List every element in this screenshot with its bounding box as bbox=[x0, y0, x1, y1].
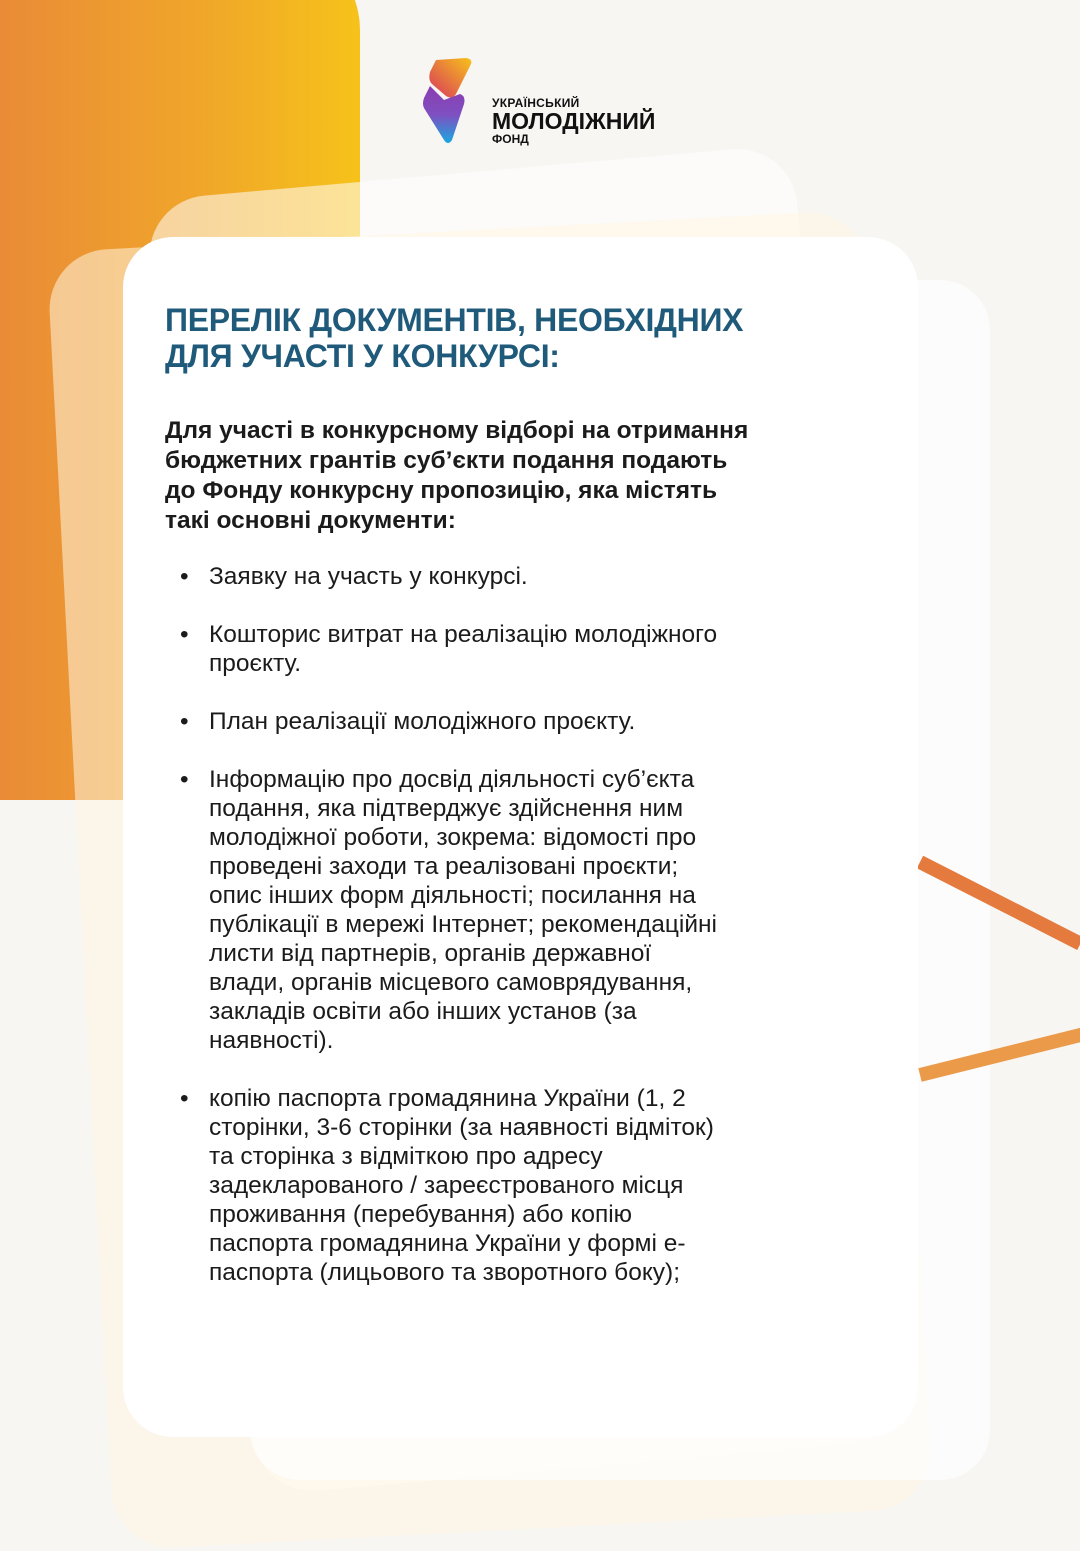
list-item-line: та сторінка з відміткою про адресу bbox=[209, 1143, 603, 1170]
list-item-line: • План реалізації молодіжного проєкту. bbox=[209, 708, 636, 735]
list-item-line: закладів освіти або інших установ (за bbox=[209, 998, 637, 1025]
list-item-line: влади, органів місцевого самоврядування, bbox=[209, 969, 693, 996]
list-item-line: задекларованого / зареєстрованого місця bbox=[209, 1172, 684, 1199]
list-item-line: • Заявку на участь у конкурсі. bbox=[209, 563, 528, 590]
intro-line: бюджетних грантів суб’єкти подання подають bbox=[165, 447, 728, 474]
list-item-line: молодіжної роботи, зокрема: відомості про bbox=[209, 824, 697, 851]
logo-icon bbox=[422, 56, 492, 148]
list-item-line: сторінки, 3-6 сторінки (за наявності відміток) bbox=[209, 1114, 714, 1141]
intro-line: до Фонду конкурсну пропозицію, яка містять bbox=[165, 477, 718, 504]
page-title bbox=[165, 302, 743, 374]
title-line: ПЕРЕЛІК ДОКУМЕНТІВ, НЕОБХІДНИХ bbox=[165, 302, 744, 338]
list-item-line: публікації в мережі Інтернет; рекомендаційні bbox=[209, 911, 717, 938]
list-item-line: • копію паспорта громадянина України (1, 2 bbox=[209, 1085, 686, 1112]
list-item-line: подання, яка підтверджує здійснення ним bbox=[209, 795, 684, 822]
document-list bbox=[180, 562, 717, 1316]
logo-line: УКРАЇНСЬКИЙ bbox=[492, 96, 580, 110]
logo-wordmark bbox=[492, 96, 655, 146]
list-item-line: • Інформацію про досвід діяльності суб’єкта bbox=[209, 766, 695, 793]
list-item bbox=[180, 562, 717, 591]
list-item bbox=[180, 620, 717, 678]
list-item-line: листи від партнерів, органів державної bbox=[209, 940, 652, 967]
list-item-line: проєкту. bbox=[209, 650, 302, 677]
list-item-line: паспорта громадянина України у формі е- bbox=[209, 1230, 686, 1257]
intro-line: такі основні документи: bbox=[165, 507, 456, 534]
list-item-line: • Кошторис витрат на реалізацію молодіжного bbox=[209, 621, 718, 648]
list-item bbox=[180, 707, 717, 736]
logo-line: МОЛОДІЖНИЙ bbox=[492, 108, 656, 134]
intro-paragraph bbox=[165, 416, 748, 536]
logo bbox=[422, 56, 662, 148]
list-item-line: паспорта (лицьового та зворотного боку); bbox=[209, 1259, 681, 1286]
list-item bbox=[180, 765, 717, 1055]
list-item-line: наявності). bbox=[209, 1027, 334, 1054]
list-item-line: опис інших форм діяльності; посилання на bbox=[209, 882, 696, 909]
intro-line: Для участі в конкурсному відборі на отримання bbox=[165, 417, 749, 444]
list-item-line: проживання (перебування) або копію bbox=[209, 1201, 633, 1228]
list-item bbox=[180, 1084, 717, 1287]
title-line: ДЛЯ УЧАСТІ У КОНКУРСІ: bbox=[165, 338, 560, 374]
logo-line: ФОНД bbox=[492, 132, 529, 146]
list-item-line: проведені заходи та реалізовані проєкти; bbox=[209, 853, 679, 880]
